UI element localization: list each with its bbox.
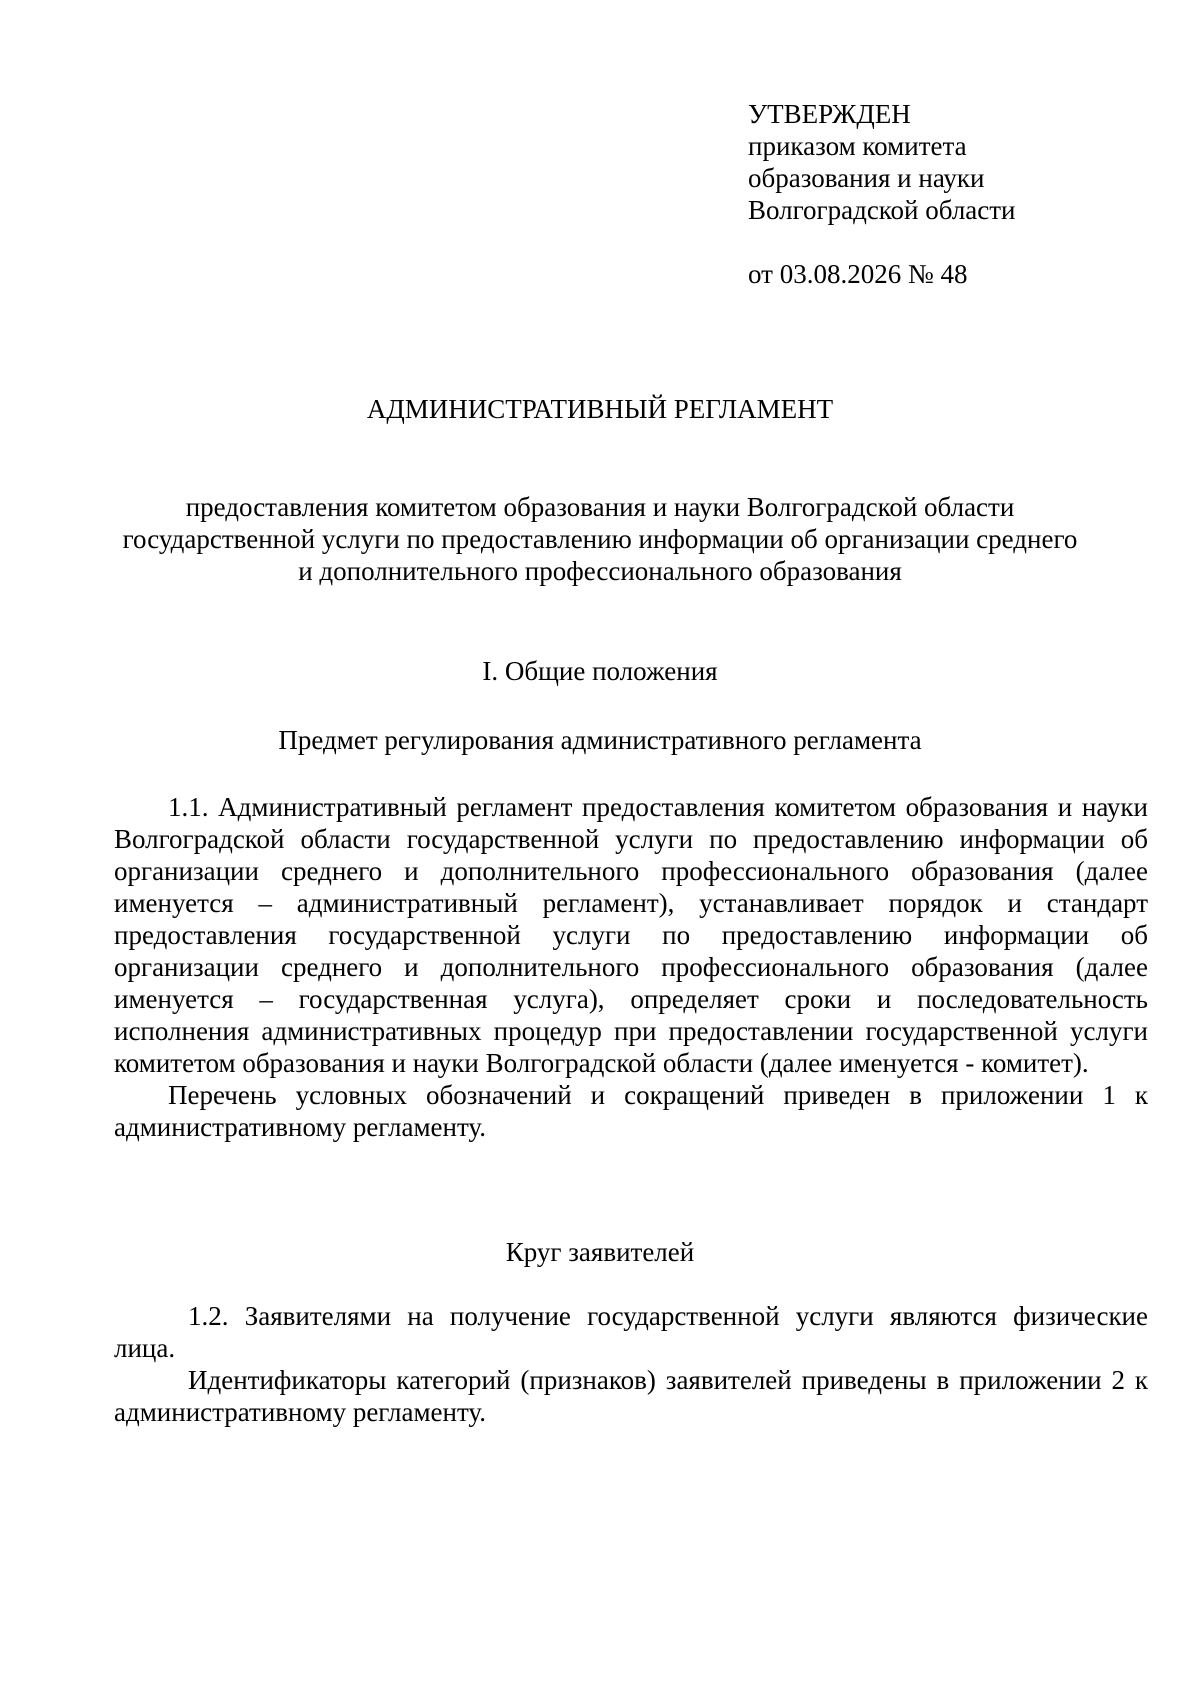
document-subtitle [100, 491, 1100, 587]
section-subheading-subject: Предмет регулирования административного регламента [278, 725, 922, 755]
section-1-body [114, 791, 1148, 1143]
approval-date: от 03.08.2026 № 48 [748, 259, 968, 289]
paragraph-1-2: 1.2. Заявителями на получение государственной услуги являются физические лица. [114, 1301, 1148, 1363]
subtitle-line-3: и дополнительного профессионального образования [298, 556, 902, 586]
section-heading: I. Общие положения [482, 656, 718, 686]
approval-title: УТВЕРЖДЕН [748, 99, 911, 129]
approval-block [748, 98, 1148, 290]
section-subheading-applicants: Круг заявителей [505, 1237, 695, 1267]
subtitle-line-1: предоставления комитетом образования и науки Волгоградской области [185, 492, 1015, 522]
approval-line-3: Волгоградской области [748, 195, 1016, 225]
subtitle-line-2: государственной услуги по предоставлению информации об организации среднего [122, 524, 1078, 554]
section-2-body [114, 1300, 1148, 1428]
paragraph-1-1-abbreviations: Перечень условных обозначений и сокращений приведен в приложении 1 к административному регламенту. [114, 1080, 1148, 1142]
paragraph-1-1: 1.1. Административный регламент предоставления комитетом образования и науки Волгоградской области государственной услуги по предоставлению информации об организации среднего и дополнительного профессионального образования (далее именуется – административный регламент), устанавливает порядок и стандарт предоставления государственной услуги по предоставлению информации об организации среднего и дополнительного профессионального образования (далее именуется – государственная услуга), определяет сроки и последовательность исполнения административных процедур при предоставлении государственной услуги комитетом образования и науки Волгоградской области (далее именуется - комитет). [114, 792, 1148, 1078]
approval-line-2: образования и науки [748, 163, 985, 193]
approval-line-1: приказом комитета [748, 131, 967, 161]
document-title: АДМИНИСТРАТИВНЫЙ РЕГЛАМЕНТ [366, 394, 834, 424]
paragraph-1-2-identifiers: Идентификаторы категорий (признаков) заявителей приведены в приложении 2 к административному регламенту. [114, 1365, 1148, 1427]
